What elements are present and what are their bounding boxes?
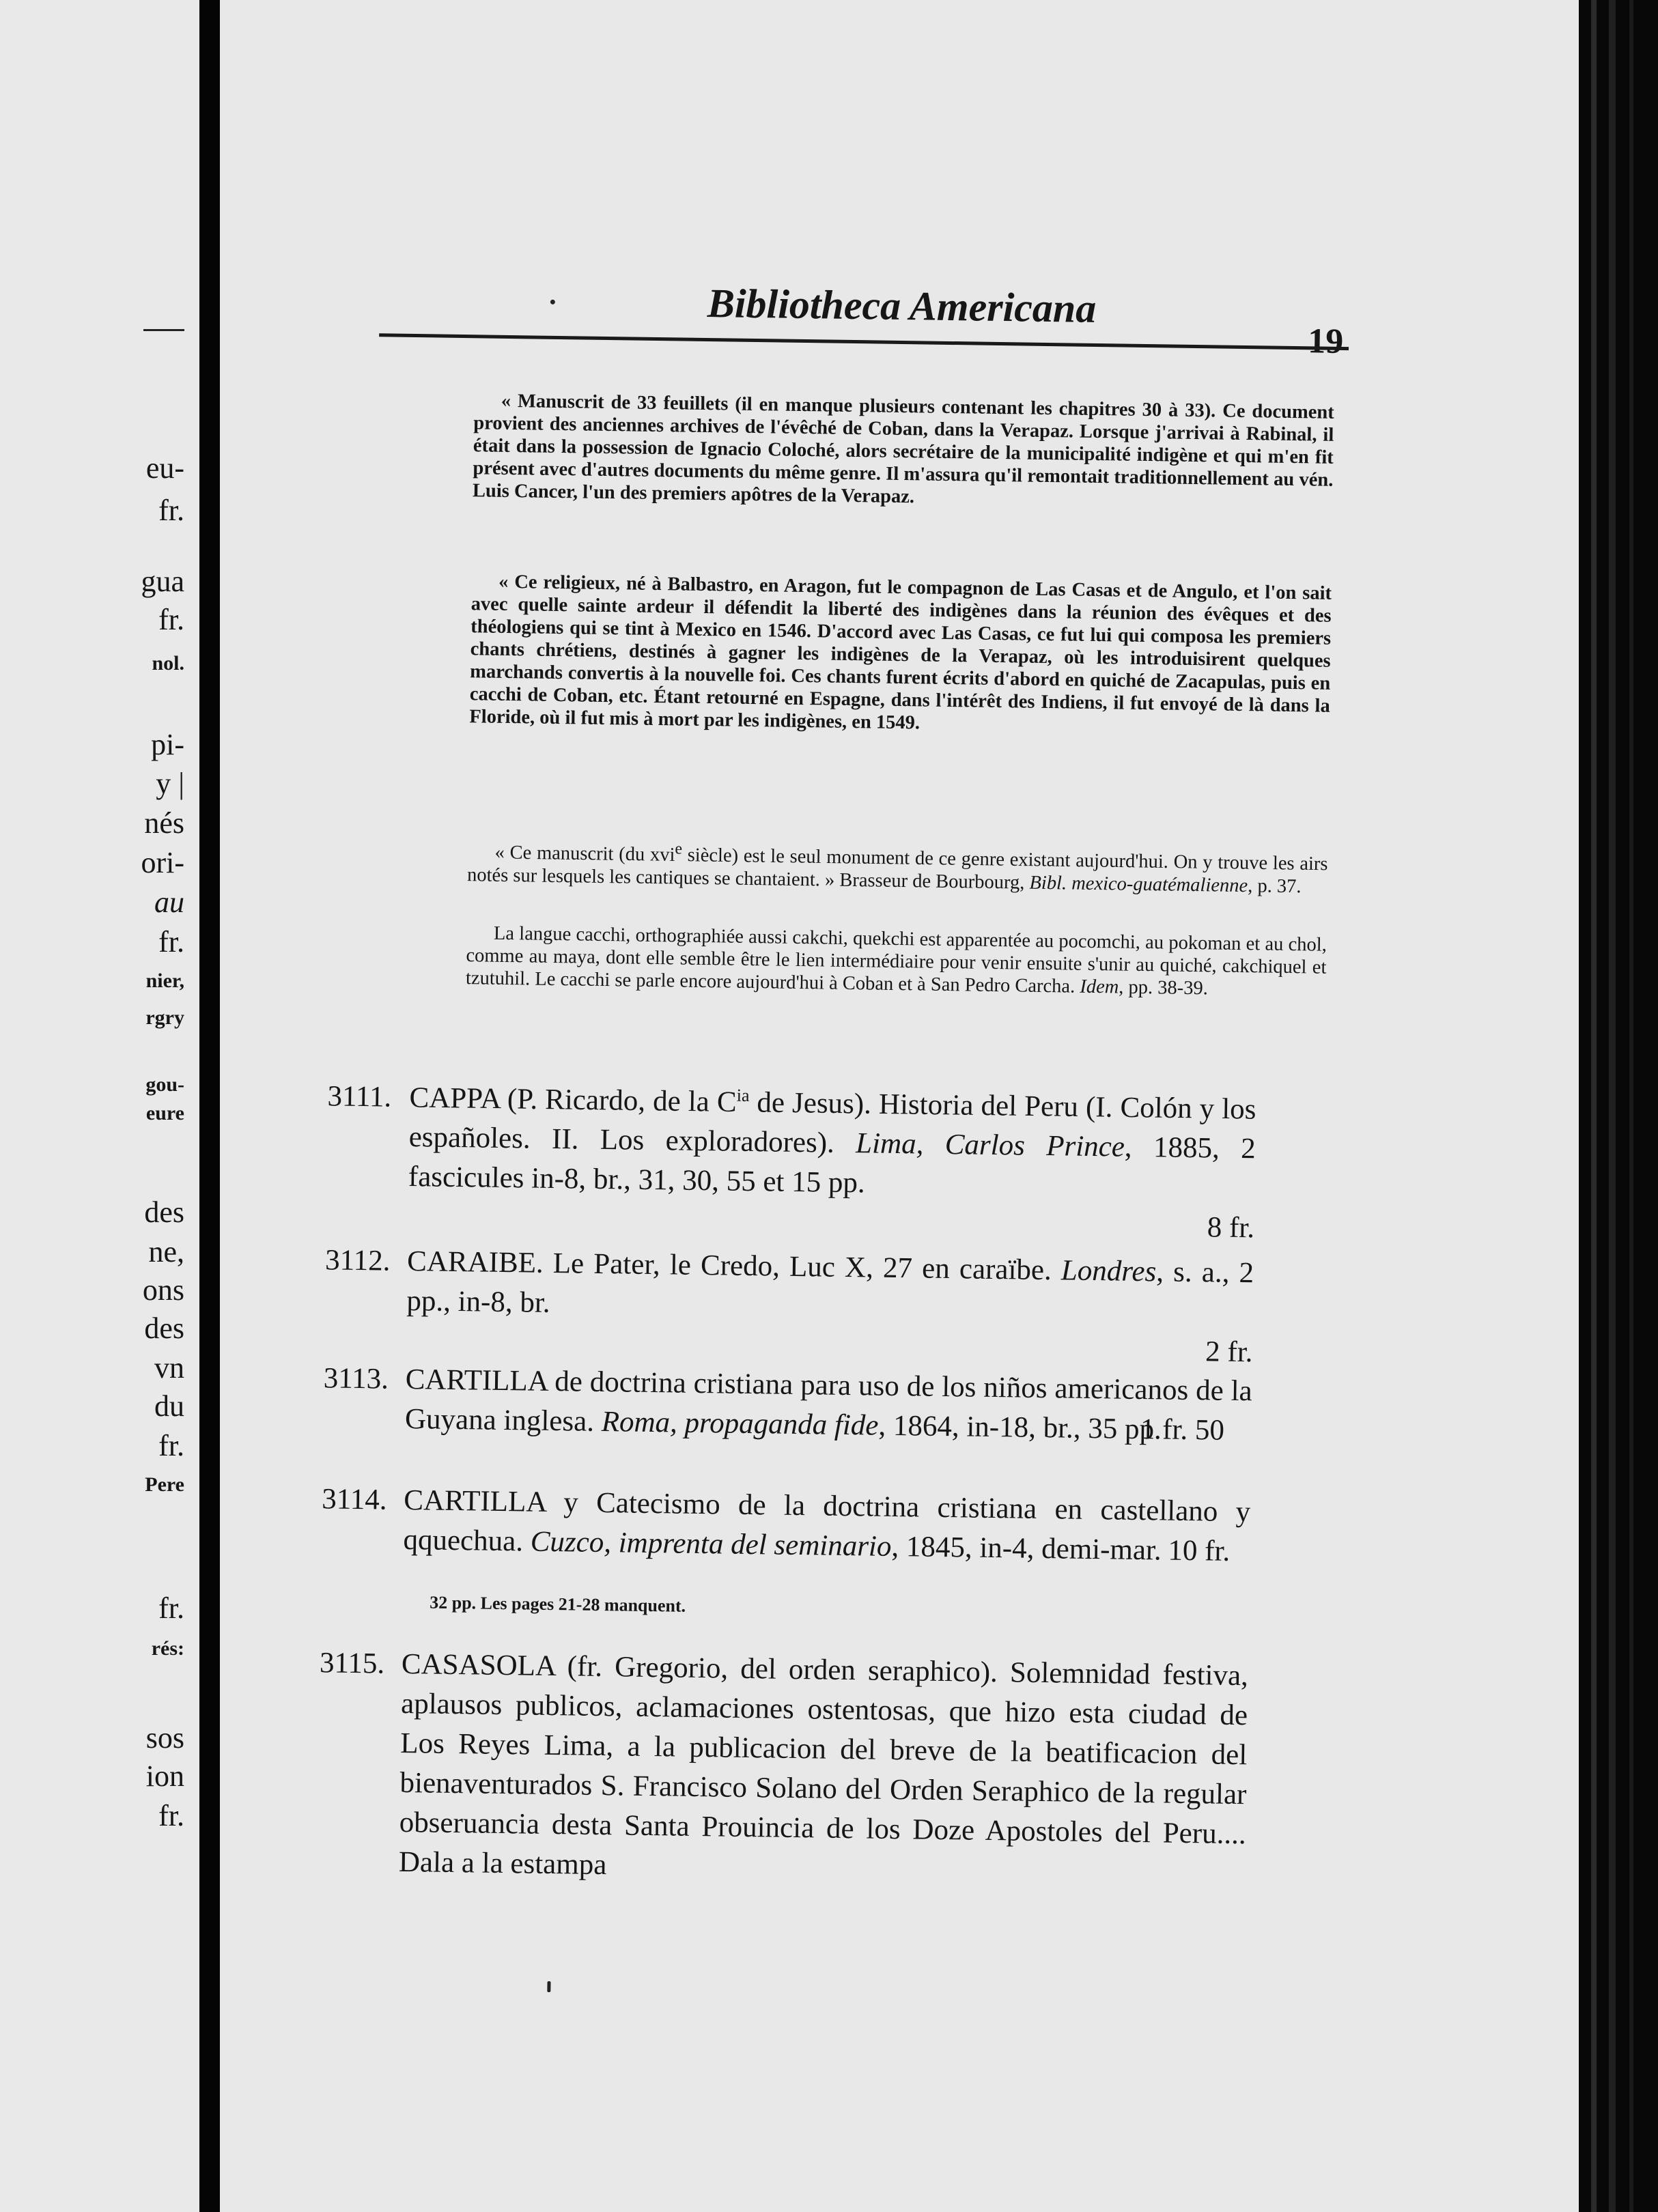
- prev-fragment: ion: [145, 1759, 184, 1793]
- entry-imprint: Cuzco, imprenta del seminario: [530, 1525, 892, 1563]
- prev-fragment: sos: [145, 1721, 184, 1755]
- prev-fragment: fr.: [158, 494, 184, 527]
- note-text: « Manuscrit de 33 feuillets (il en manque plusieurs contenant les chapitres 30 à 33). Ce document provient des anciennes archives de l'évêché de Coban, dans la Verapaz. Lorsque j'arrivai à Rabinal, il était dans la possession de Ignacio Coloché, alors secrétaire de la municipalité indigène et qui m'en fit présent avec d'autres documents du même genre. Il m'assura qu'il remontait traditionnellement au vén. Luis Cancer, l'un des premiers apôtres de la Verapaz.: [472, 390, 1334, 508]
- prev-fragment: des: [144, 1311, 184, 1345]
- note-text: , pp. 38-39.: [1119, 976, 1209, 999]
- book-gutter: [199, 0, 220, 2212]
- note-citation: Idem: [1080, 976, 1119, 998]
- entry-price: 10 fr.: [1168, 1534, 1231, 1568]
- entry-price: 2 fr.: [1205, 1335, 1253, 1369]
- note-text: « Ce manuscrit (du xvi: [494, 842, 675, 866]
- book-fore-edge: [1579, 0, 1658, 2212]
- prev-fragment: vn: [154, 1351, 184, 1385]
- prev-fragment: nier,: [145, 969, 184, 992]
- entry-text: CAPPA (P. Ricardo, de la C: [409, 1081, 737, 1119]
- book-page: [220, 0, 1579, 2212]
- entry-number: 3113.: [323, 1362, 389, 1395]
- running-title: Bibliotheca Americana: [707, 281, 1097, 331]
- note-paragraph: [466, 922, 1327, 1002]
- catalog-entry: [321, 1479, 1250, 1572]
- catalog-entry: [323, 1359, 1252, 1451]
- entry-text: , 1864, in-18, br., 35 pp.: [878, 1409, 1162, 1446]
- ink-dot: [550, 300, 555, 304]
- prev-fragment: nés: [144, 806, 184, 840]
- catalog-entry: [326, 1070, 1256, 1248]
- entry-text: , 1845, in-4, demi-mar.: [891, 1530, 1162, 1567]
- note-text: « Ce religieux, né à Balbastro, en Aragon, fut le compagnon de Las Casas et de Angulo, et l'on sait avec quelle sainte ardeur il défendit la liberté des indigènes dans la réunion des évêques et des théologiens qui se tint à Mexico en 1546. D'accord avec Las Casas, ce fut lui qui composa les premiers chants chrétiens, destinés à gagner les indigènes de la Verapaz, où les introduisirent quelques marchands convertis à la nouvelle foi. Ces chants furent écrits d'abord en quiché de Zacapulas, puis en cacchi de Coban, etc. Étant retourné en Espagne, dans l'intérêt des Indiens, il fut envoyé de là dans la Floride, où il fut mis à mort par les indigènes, en 1549.: [469, 571, 1332, 734]
- note-paragraph: [473, 389, 1334, 514]
- prev-fragment: fr.: [158, 1591, 184, 1625]
- prev-fragment: du: [154, 1389, 184, 1423]
- header-rule: [379, 333, 1349, 350]
- prev-fragment: fr.: [158, 1799, 184, 1832]
- entry-sup: ia: [736, 1085, 750, 1105]
- entry-text: de Jesus). Historia del Peru (I. Colón y los españoles. II. Los exploradores).: [408, 1086, 1256, 1160]
- previous-page-fragment: [0, 0, 199, 2212]
- note-paragraph: [467, 835, 1328, 898]
- note-sup: e: [675, 840, 683, 858]
- entry-text: CASASOLA (fr. Gregorio, del orden seraphico). Solemnidad festiva, aplausos publicos, aclamaciones ostentosas, que hizo esta ciudad de Los Reyes Lima, a la publicacion del breve de la beatificacion del bienaventurados S. Francisco Solano del Orden Seraphico de la regular obseruancia desta Santa Prouincia de los Doze Apostoles del Peru.... Dala a la estampa: [398, 1647, 1249, 1882]
- note-text: La langue cacchi, orthographiée aussi cakchi, quekchi est apparentée au pocomchi, au pokoman et au chol, comme au maya, dont elle semble être le lien intermédiaire pour venir ensuite s'unir au quiché, cakchiquel et tzutuhil. Le cacchi se parle encore aujourd'hui à Coban et à San Pedro Carcha.: [465, 922, 1327, 997]
- prev-fragment: au: [154, 885, 184, 919]
- prev-fragment: ori-: [141, 846, 184, 879]
- note-text: siècle) est le seul monument de ce genre existant aujourd'hui. On y trouve les airs notés sur lesquels les cantiques se chantaient. » Brasseur de Bourbourg,: [466, 845, 1328, 894]
- entry-note: 32 pp. Les pages 21-28 manquent.: [430, 1592, 686, 1616]
- prev-fragment: fr.: [158, 1429, 184, 1462]
- entry-number: 3112.: [324, 1244, 391, 1277]
- prev-rule: [143, 329, 184, 331]
- entry-imprint: Londres: [1060, 1254, 1157, 1288]
- entry-text: CARAIBE. Le Pater, le Credo, Luc X, 27 en caraïbe.: [406, 1245, 1062, 1287]
- prev-fragment: fr.: [158, 925, 184, 959]
- entry-number: 3111.: [327, 1080, 392, 1114]
- prev-fragment: rgry: [145, 1006, 184, 1029]
- entry-text: , s. a., 2 pp., in-8, br.: [406, 1256, 1254, 1319]
- entry-imprint: Roma, propaganda fide: [601, 1406, 879, 1442]
- entry-text: CARTILLA de doctrina cristiana para uso de los niños americanos de la Guyana inglesa.: [404, 1363, 1253, 1438]
- prev-fragment: rés:: [151, 1637, 184, 1660]
- entry-text: CARTILLA y Catecismo de la doctrina cristiana en castellano y qquechua.: [403, 1484, 1251, 1558]
- entry-number: 3115.: [319, 1647, 385, 1680]
- note-citation: Bibl. mexico-guatémalienne: [1029, 872, 1248, 896]
- prev-fragment: gua: [141, 565, 184, 598]
- prev-fragment: pi-: [151, 728, 184, 761]
- entry-number: 3114.: [322, 1483, 387, 1516]
- note-text: , p. 37.: [1247, 875, 1302, 897]
- prev-fragment: gou-: [145, 1073, 184, 1096]
- prev-fragment: nol.: [152, 652, 184, 675]
- catalog-entry: [317, 1643, 1249, 1894]
- entry-price: 1 fr. 50: [1140, 1413, 1225, 1447]
- prev-fragment: Pere: [145, 1473, 184, 1496]
- prev-fragment: eure: [145, 1102, 184, 1124]
- prev-fragment: fr.: [158, 603, 184, 636]
- catalog-entry: [324, 1240, 1254, 1372]
- ink-dot: [547, 1981, 550, 1992]
- prev-fragment: ne,: [148, 1235, 184, 1268]
- entry-price: 8 fr.: [1207, 1211, 1255, 1245]
- prev-fragment: ons: [142, 1273, 184, 1307]
- prev-fragment: eu-: [145, 451, 184, 485]
- note-paragraph: [469, 570, 1332, 740]
- entry-text: , 1885, 2 fascicules in-8, br., 31, 30, 55 et 15 pp.: [408, 1131, 1256, 1200]
- page-number: 19: [1307, 322, 1344, 362]
- prev-fragment: des: [144, 1195, 184, 1229]
- entry-imprint: Lima, Carlos Prince: [855, 1127, 1125, 1163]
- prev-fragment: y |: [156, 767, 184, 800]
